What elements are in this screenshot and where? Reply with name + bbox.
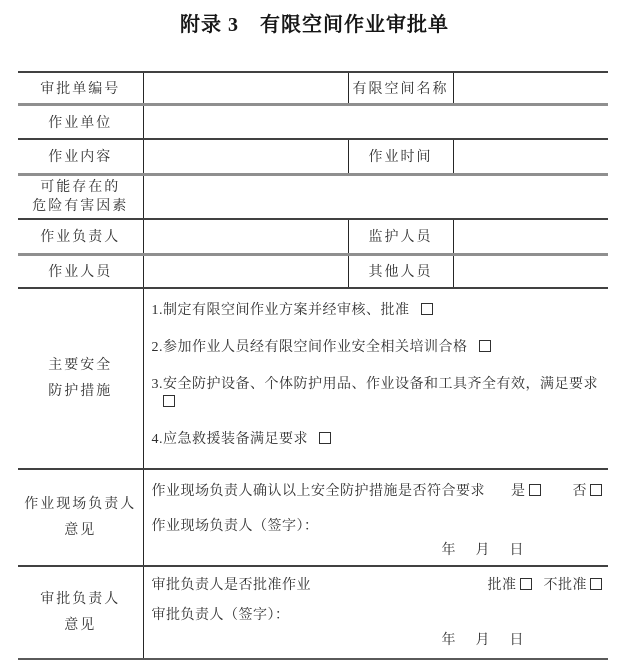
option-approve-label: 批准 (487, 578, 517, 593)
checkbox-icon (421, 303, 433, 315)
work-unit-field (143, 104, 608, 139)
site-leader-opinion-content (143, 469, 608, 566)
space-name-field (453, 72, 608, 104)
option-yes (511, 483, 541, 501)
option-reject-label: 不批准 (543, 578, 587, 593)
measure-item-3 (152, 376, 609, 412)
option-yes-label: 是 (511, 484, 526, 499)
measure-item-2-text: 2.参加作业人员经有限空间作业安全相关培训合格 (151, 340, 468, 355)
work-content-label: 作业内容 (18, 139, 143, 174)
approver-opinion-content (143, 566, 608, 659)
hazards-label (18, 174, 143, 219)
space-name-label: 有限空间名称 (348, 72, 453, 104)
safety-measures-label (18, 288, 143, 469)
safety-measures-label-line1: 主要安全 (48, 357, 113, 373)
approve-date-line: 年 月 日 (441, 633, 527, 648)
work-leader-field (143, 219, 348, 254)
option-approve (488, 577, 532, 595)
guardian-field (453, 219, 608, 254)
hazards-label-line1: 可能存在的 (40, 179, 121, 195)
approve-question-text: 审批负责人是否批准作业 (151, 578, 311, 593)
other-personnel-label: 其他人员 (348, 254, 453, 288)
workers-field (143, 254, 348, 288)
checkbox-icon (479, 340, 491, 352)
measure-item-1 (152, 302, 609, 320)
row-hazards (18, 174, 608, 219)
work-unit-label: 作业单位 (18, 104, 143, 139)
site-leader-opinion-label-line2: 意见 (64, 522, 97, 538)
other-personnel-field (453, 254, 608, 288)
row-work-content (18, 139, 608, 174)
row-site-leader-opinion (18, 469, 608, 566)
checkbox-icon (529, 484, 541, 496)
site-leader-signature-label: 作业现场负责人（签字）： (151, 519, 319, 534)
measure-item-1-text: 1.制定有限空间作业方案并经审核、批准 (151, 303, 410, 318)
approval-number-label: 审批单编号 (18, 72, 143, 104)
approver-signature-label: 审批负责人（签字）： (151, 608, 290, 623)
site-leader-opinion-label-line1: 作业现场负责人 (24, 496, 137, 512)
approver-opinion-label-line1: 审批负责人 (40, 591, 121, 607)
approval-form-table (18, 71, 608, 660)
checkbox-icon (520, 578, 532, 590)
checkbox-icon (590, 578, 602, 590)
hazards-label-line2: 危险有害因素 (32, 198, 129, 214)
row-work-unit (18, 104, 608, 139)
checkbox-icon (319, 432, 331, 444)
safety-measures-label-line2: 防护措施 (48, 383, 113, 399)
row-approver-opinion (18, 566, 608, 659)
checkbox-icon (163, 395, 175, 407)
approval-number-field (143, 72, 348, 104)
row-safety-measures (18, 288, 608, 469)
measure-item-4 (152, 431, 609, 449)
measure-item-2 (152, 339, 609, 357)
approve-options (488, 577, 609, 595)
checkbox-icon (590, 484, 602, 496)
row-approval-number (18, 72, 608, 104)
page-title: 附录 3 有限空间作业审批单 (180, 14, 449, 36)
option-reject (544, 577, 603, 595)
document-page (0, 8, 629, 670)
option-no (573, 483, 603, 501)
option-no-label: 否 (572, 484, 587, 499)
approver-opinion-label-line2: 意见 (64, 617, 97, 633)
approver-opinion-label (18, 566, 143, 659)
site-confirm-options (511, 483, 608, 501)
row-workers (18, 254, 608, 288)
measure-item-3-text: 3.安全防护设备、个体防护用品、作业设备和工具齐全有效，满足要求 (151, 377, 598, 392)
work-time-label: 作业时间 (348, 139, 453, 174)
work-content-field (143, 139, 348, 174)
work-time-field (453, 139, 608, 174)
guardian-label: 监护人员 (348, 219, 453, 254)
measure-item-4-text: 4.应急救援装备满足要求 (151, 432, 308, 447)
site-leader-opinion-label (18, 469, 143, 566)
workers-label: 作业人员 (18, 254, 143, 288)
site-confirm-line (152, 483, 609, 501)
site-confirm-text: 作业现场负责人确认以上安全防护措施是否符合要求 (151, 484, 485, 499)
site-date-line: 年 月 日 (441, 543, 527, 558)
safety-measures-list (143, 288, 608, 469)
row-work-leader (18, 219, 608, 254)
approve-question-line (152, 577, 609, 595)
work-leader-label: 作业负责人 (18, 219, 143, 254)
hazards-field (143, 174, 608, 219)
